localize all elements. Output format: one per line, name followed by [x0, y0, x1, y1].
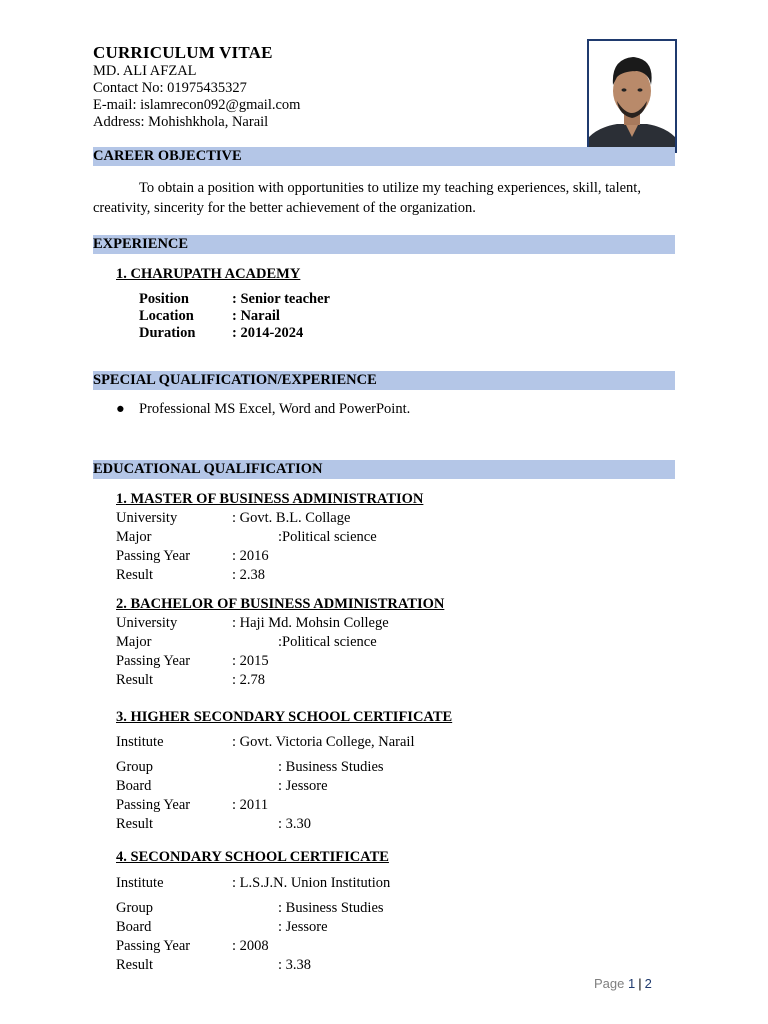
career-objective-text: To obtain a position with opportunities to utilize my teaching experiences, skill, talent, creativity, sincerity for the better achievement of the organization.: [93, 180, 641, 216]
detail-row: Result : 3.30: [116, 816, 312, 832]
postal-address: Address: Mohishkhola, Narail: [93, 114, 269, 130]
page-label: Page: [594, 976, 625, 991]
cv-title: CURRICULUM VITAE: [93, 43, 273, 62]
bba-details: [116, 615, 389, 691]
detail-row: Passing Year : 2016: [116, 548, 269, 564]
detail-row: Group : Business Studies: [116, 900, 384, 916]
detail-row: Duration : 2014-2024: [139, 325, 304, 341]
section-experience: EXPERIENCE: [93, 235, 675, 254]
detail-row: University : Haji Md. Mohsin College: [116, 615, 389, 631]
detail-row: Position : Senior teacher: [139, 291, 330, 307]
detail-row: Group : Business Studies: [116, 759, 384, 775]
detail-row: Institute : Govt. Victoria College, Narail: [116, 734, 415, 750]
current-page: 1: [628, 976, 636, 991]
section-career-objective: CAREER OBJECTIVE: [93, 147, 675, 166]
detail-row: Result : 2.38: [116, 567, 266, 583]
page-number-footer: [594, 976, 652, 991]
detail-row: Result : 2.78: [116, 672, 266, 688]
bba-title: 2. BACHELOR OF BUSINESS ADMINISTRATION: [116, 596, 445, 612]
experience-details: [139, 291, 330, 342]
person-portrait-icon: [589, 41, 675, 151]
detail-row: Board : Jessore: [116, 919, 328, 935]
ssc-title: 4. SECONDARY SCHOOL CERTIFICATE: [116, 849, 389, 865]
mba-title: 1. MASTER OF BUSINESS ADMINISTRATION: [116, 491, 424, 507]
mba-details: [116, 510, 377, 586]
candidate-name: MD. ALI AFZAL: [93, 63, 197, 79]
ssc-details: [116, 875, 390, 976]
detail-row: Major :Political science: [116, 529, 377, 545]
detail-row: Institute : L.S.J.N. Union Institution: [116, 875, 391, 891]
contact-number: Contact No: 01975435327: [93, 80, 247, 96]
hsc-title: 3. HIGHER SECONDARY SCHOOL CERTIFICATE: [116, 709, 453, 725]
detail-row: Passing Year : 2011: [116, 797, 269, 813]
email-address: E-mail: islamrecon092@gmail.com: [93, 97, 301, 113]
total-pages: 2: [644, 976, 652, 991]
detail-row: Passing Year : 2008: [116, 938, 269, 954]
detail-row: Location : Narail: [139, 308, 280, 324]
hsc-details: [116, 734, 414, 835]
detail-row: Major :Political science: [116, 634, 377, 650]
detail-row: Passing Year : 2015: [116, 653, 269, 669]
detail-row: University : Govt. B.L. Collage: [116, 510, 351, 526]
section-educational-qualification: EDUCATIONAL QUALIFICATION: [93, 460, 675, 479]
detail-row: Result : 3.38: [116, 957, 312, 973]
page-separator: |: [638, 976, 642, 991]
section-special-qualification: SPECIAL QUALIFICATION/EXPERIENCE: [93, 371, 675, 390]
profile-photo: [587, 39, 677, 153]
list-item: ● Professional MS Excel, Word and PowerPoint.: [116, 401, 411, 417]
bullet-icon: ●: [116, 401, 125, 417]
detail-row: Board : Jessore: [116, 778, 328, 794]
experience-item-title: 1. CHARUPATH ACADEMY: [116, 266, 301, 282]
